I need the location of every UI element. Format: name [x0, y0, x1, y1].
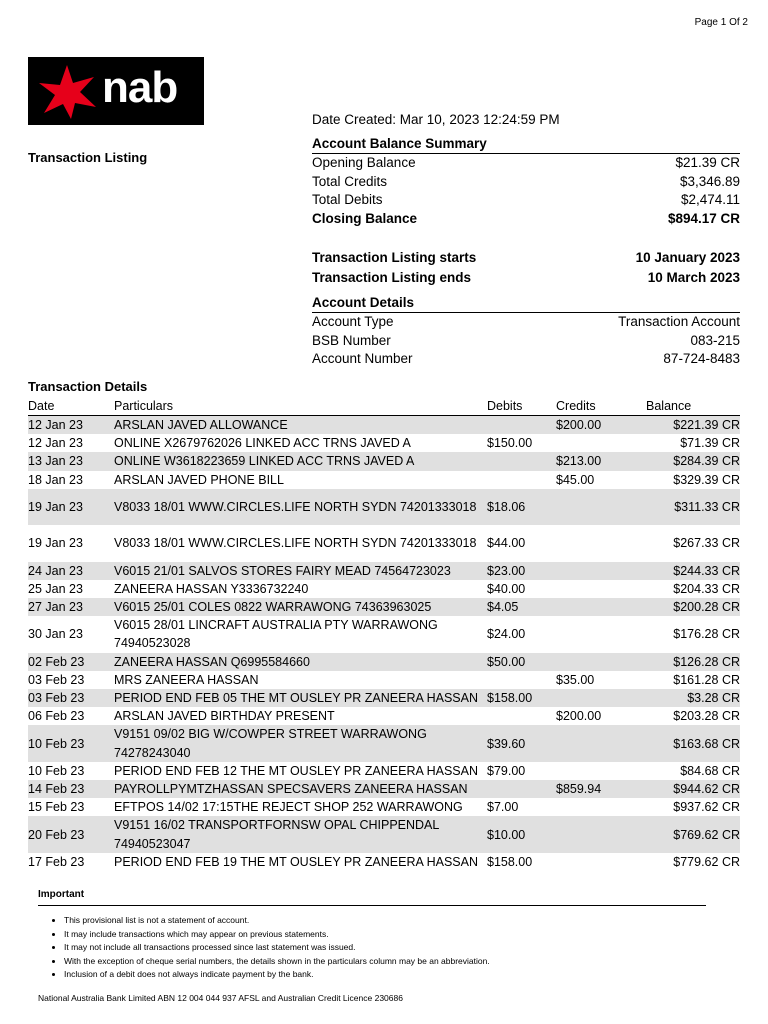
logo-wordmark: nab [102, 63, 178, 112]
cell-particulars: PERIOD END FEB 05 THE MT OUSLEY PR ZANEERA HASSAN [114, 689, 487, 707]
cell-particulars: ARSLAN JAVED ALLOWANCE [114, 416, 487, 435]
cell-particulars: V8033 18/01 WWW.CIRCLES.LIFE NORTH SYDN 74201333018 [114, 536, 477, 551]
cell-date: 10 Feb 23 [28, 763, 85, 778]
table-row [28, 671, 740, 689]
table-row [28, 853, 740, 871]
kv-label: Account Number [312, 351, 413, 366]
cell-date: 17 Feb 23 [28, 854, 85, 869]
cell-balance: $176.28 CR [673, 627, 740, 642]
cell-credit [556, 489, 646, 525]
cell-credit [556, 798, 646, 816]
cell-credit [556, 525, 646, 561]
cell-debit [487, 780, 556, 798]
table-row [28, 489, 740, 525]
cell-credit: $859.94 [556, 780, 646, 798]
table-row [28, 598, 740, 616]
cell-debit [487, 416, 556, 435]
table-row [28, 452, 740, 470]
cell-debit: $10.00 [487, 816, 556, 852]
cell-date: 10 Feb 23 [28, 725, 114, 761]
cell-balance: $71.39 CR [680, 436, 740, 451]
note-item: • It may not include all transactions processed since last statement was issued. [64, 941, 490, 955]
table-row [28, 416, 740, 435]
cell-balance: $200.28 CR [646, 598, 740, 616]
cell-particulars: ZANEERA HASSAN Y3336732240 [114, 581, 309, 596]
cell-date: 12 Jan 23 [28, 436, 83, 451]
cell-balance: $944.62 CR [646, 780, 740, 798]
cell-credit [556, 816, 646, 852]
header-debits: Debits [487, 397, 556, 416]
cell-particulars: MRS ZANEERA HASSAN [114, 672, 259, 687]
cell-date: 03 Feb 23 [28, 672, 85, 687]
table-row [28, 798, 740, 816]
table-row [28, 725, 740, 761]
important-notes [38, 914, 490, 982]
cell-credit [556, 598, 646, 616]
cell-credit [556, 616, 646, 652]
cell-debit [487, 471, 556, 489]
cell-date: 06 Feb 23 [28, 709, 85, 724]
table-row [28, 434, 740, 452]
cell-particulars: V6015 21/01 SALVOS STORES FAIRY MEAD 74564723023 [114, 562, 487, 580]
table-row [28, 762, 740, 780]
cell-balance: $937.62 CR [673, 800, 740, 815]
kv-value: 10 March 2023 [647, 270, 740, 285]
date-created: Date Created: Mar 10, 2023 12:24:59 PM [312, 112, 560, 127]
kv-value: 083-215 [690, 332, 740, 348]
page-number: Page 1 Of 2 [694, 17, 748, 28]
header-credits: Credits [556, 397, 646, 416]
cell-date: 20 Feb 23 [28, 816, 114, 852]
table-row [28, 816, 740, 852]
kv-value: $21.39 CR [675, 155, 740, 170]
cell-particulars: PERIOD END FEB 12 THE MT OUSLEY PR ZANEERA HASSAN [114, 763, 478, 778]
cell-balance: $779.62 CR [673, 854, 740, 869]
star-shape [39, 65, 96, 119]
cell-debit: $50.00 [487, 653, 556, 671]
cell-debit: $44.00 [487, 536, 526, 551]
cell-date: 03 Feb 23 [28, 689, 114, 707]
cell-balance: $284.39 CR [646, 452, 740, 470]
transaction-table [28, 397, 740, 871]
cell-balance: $221.39 CR [646, 416, 740, 435]
cell-balance: $267.33 CR [673, 536, 740, 551]
cell-balance: $204.33 CR [673, 581, 740, 596]
cell-date: 19 Jan 23 [28, 489, 114, 525]
cell-debit: $24.00 [487, 627, 526, 642]
cell-credit [556, 762, 646, 780]
listing-starts-row [312, 248, 740, 268]
cell-debit: $18.06 [487, 489, 556, 525]
opening-balance-row [312, 154, 740, 173]
header-balance: Balance [646, 397, 740, 416]
cell-balance: $203.28 CR [673, 709, 740, 724]
nab-logo [28, 57, 204, 125]
cell-date: 12 Jan 23 [28, 416, 114, 435]
important-title: Important [38, 889, 85, 900]
listing-ends-row [312, 268, 740, 288]
kv-label: Account Type [312, 314, 394, 329]
table-row [28, 525, 740, 561]
cell-credit: $35.00 [556, 672, 595, 687]
cell-balance: $311.33 CR [646, 489, 740, 525]
page-title: Transaction Listing [28, 150, 148, 165]
kv-value: $3,346.89 [679, 173, 740, 189]
total-credits-row [312, 173, 740, 192]
cell-particulars: PERIOD END FEB 19 THE MT OUSLEY PR ZANEERA HASSAN [114, 854, 478, 869]
header-particulars: Particulars [114, 397, 487, 416]
table-row [28, 707, 740, 725]
cell-particulars: ONLINE X2679762026 LINKED ACC TRNS JAVED A [114, 436, 411, 451]
cell-debit: $79.00 [487, 763, 526, 778]
cell-particulars: V8033 18/01 WWW.CIRCLES.LIFE NORTH SYDN 74201333018 [114, 489, 487, 525]
cell-particulars: ARSLAN JAVED PHONE BILL [114, 472, 284, 487]
kv-value: $2,474.11 [680, 192, 740, 207]
cell-balance: $163.68 CR [646, 725, 740, 761]
cell-date: 02 Feb 23 [28, 653, 114, 671]
kv-label: Transaction Listing ends [312, 270, 472, 285]
cell-particulars: EFTPOS 14/02 17:15THE REJECT SHOP 252 WARRAWONG [114, 800, 463, 815]
cell-particulars: ARSLAN JAVED BIRTHDAY PRESENT [114, 709, 335, 724]
closing-balance-row [312, 210, 740, 229]
transaction-details-title: Transaction Details [28, 379, 148, 394]
cell-debit [487, 671, 556, 689]
table-header-row [28, 397, 740, 416]
header-date: Date [28, 397, 114, 416]
cell-debit [487, 707, 556, 725]
cell-credit [556, 853, 646, 871]
transaction-rows [28, 416, 740, 872]
kv-value: $894.17 CR [667, 210, 740, 226]
cell-balance: $84.68 CR [680, 763, 740, 778]
cell-particulars: V6015 28/01 LINCRAFT AUSTRALIA PTY WARRAWONG 74940523028 [114, 618, 438, 651]
cell-credit [556, 689, 646, 707]
table-row [28, 780, 740, 798]
cell-credit [556, 434, 646, 452]
account-type-row [312, 313, 740, 332]
cell-date: 19 Jan 23 [28, 536, 83, 551]
note-item: • It may include transactions which may appear on previous statements. [64, 928, 490, 942]
cell-date: 27 Jan 23 [28, 598, 114, 616]
cell-debit: $7.00 [487, 800, 519, 815]
table-row [28, 580, 740, 598]
kv-value: 87-724-8483 [663, 351, 740, 366]
cell-debit: $158.00 [487, 689, 556, 707]
listing-period [312, 248, 740, 288]
cell-particulars: V9151 16/02 TRANSPORTFORNSW OPAL CHIPPENDAL 74940523047 [114, 816, 487, 852]
balance-summary-title: Account Balance Summary [312, 134, 740, 154]
cell-debit: $40.00 [487, 581, 526, 596]
cell-debit: $4.05 [487, 598, 556, 616]
table-row [28, 653, 740, 671]
table-row [28, 471, 740, 489]
kv-value: 10 January 2023 [635, 250, 740, 265]
table-row [28, 616, 740, 652]
kv-value: Transaction Account [618, 314, 740, 329]
kv-label: Opening Balance [312, 155, 416, 170]
cell-credit: $213.00 [556, 452, 646, 470]
note-item: • With the exception of cheque serial numbers, the details shown in the particulars column may be an abbreviation. [64, 955, 490, 969]
cell-credit [556, 580, 646, 598]
cell-debit: $23.00 [487, 562, 556, 580]
cell-debit: $158.00 [487, 854, 533, 869]
kv-label: Closing Balance [312, 210, 418, 226]
cell-debit [487, 452, 556, 470]
cell-balance: $3.28 CR [646, 689, 740, 707]
note-item: • Inclusion of a debit does not always indicate payment by the bank. [64, 968, 490, 982]
kv-label: Total Debits [312, 192, 383, 207]
cell-date: 25 Jan 23 [28, 581, 83, 596]
kv-label: BSB Number [312, 332, 391, 348]
cell-date: 30 Jan 23 [28, 627, 83, 642]
footer-licence: National Australia Bank Limited ABN 12 004 044 937 AFSL and Australian Credit Licence 230686 [38, 993, 403, 1003]
bsb-number-row [312, 332, 740, 351]
table-row [28, 562, 740, 580]
cell-particulars: V6015 25/01 COLES 0822 WARRAWONG 74363963025 [114, 598, 487, 616]
cell-date: 13 Jan 23 [28, 452, 114, 470]
table-row [28, 689, 740, 707]
cell-balance: $126.28 CR [646, 653, 740, 671]
cell-debit: $39.60 [487, 725, 556, 761]
cell-balance: $244.33 CR [646, 562, 740, 580]
cell-date: 15 Feb 23 [28, 800, 85, 815]
note-item: • This provisional list is not a statement of account. [64, 914, 490, 928]
account-details [312, 293, 740, 369]
balance-summary [312, 134, 740, 228]
cell-credit [556, 562, 646, 580]
total-debits-row [312, 191, 740, 210]
cell-particulars: ZANEERA HASSAN Q6995584660 [114, 653, 487, 671]
cell-credit: $200.00 [556, 709, 602, 724]
cell-credit: $200.00 [556, 416, 646, 435]
cell-credit [556, 653, 646, 671]
cell-credit: $45.00 [556, 472, 595, 487]
cell-balance: $161.28 CR [673, 672, 740, 687]
account-details-title: Account Details [312, 293, 740, 313]
cell-date: 24 Jan 23 [28, 562, 114, 580]
cell-particulars: ONLINE W3618223659 LINKED ACC TRNS JAVED A [114, 452, 487, 470]
star-icon [36, 63, 98, 119]
kv-label: Transaction Listing starts [312, 250, 477, 265]
divider [38, 905, 706, 906]
cell-balance: $329.39 CR [673, 472, 740, 487]
cell-credit [556, 725, 646, 761]
cell-date: 18 Jan 23 [28, 472, 83, 487]
cell-date: 14 Feb 23 [28, 780, 114, 798]
account-number-row [312, 350, 740, 369]
cell-debit: $150.00 [487, 436, 533, 451]
cell-particulars: V9151 09/02 BIG W/COWPER STREET WARRAWONG 74278243040 [114, 725, 487, 761]
cell-balance: $769.62 CR [646, 816, 740, 852]
cell-particulars: PAYROLLPYMTZHASSAN SPECSAVERS ZANEERA HASSAN [114, 780, 487, 798]
kv-label: Total Credits [312, 173, 388, 189]
